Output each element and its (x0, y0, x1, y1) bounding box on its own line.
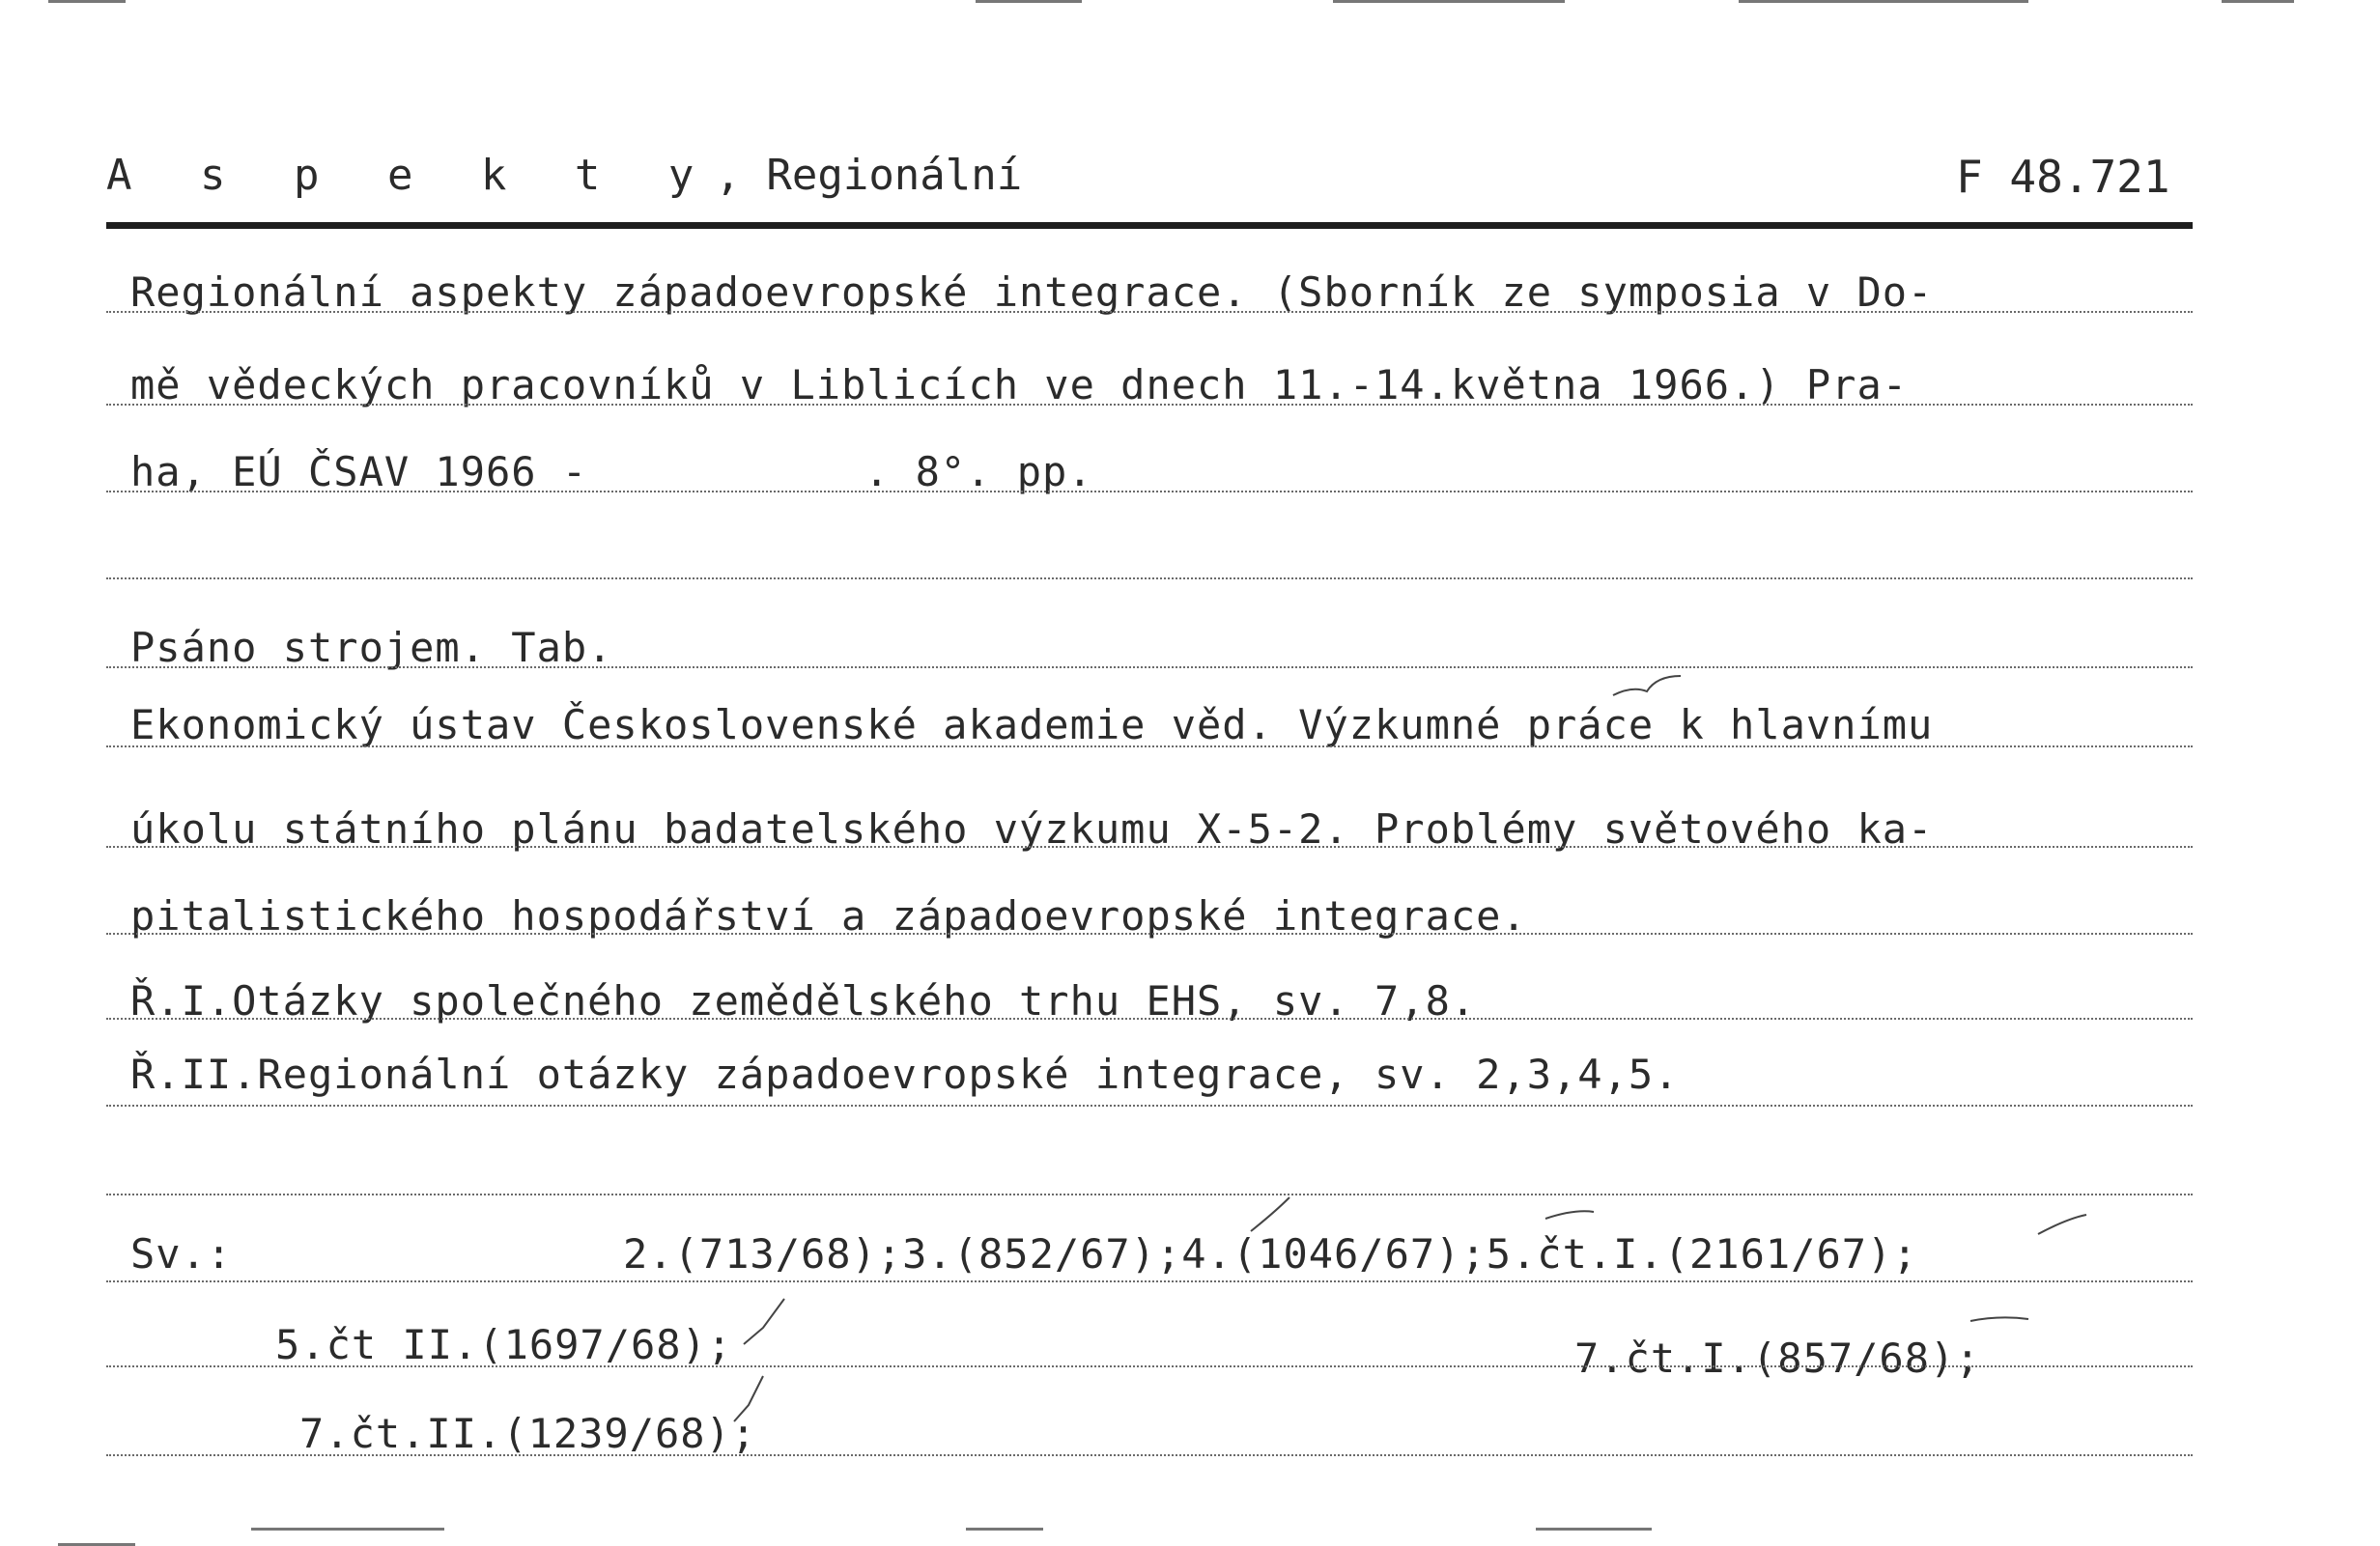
check-mark-icon (1251, 1197, 1289, 1231)
call-number: F 48.721 (1956, 151, 2170, 203)
citation-line: ha, EÚ ČSAV 1966 - (130, 448, 588, 495)
note-line: pitalistického hospodářství a západoevropské integrace. (130, 892, 1527, 940)
edge-speck (1739, 0, 2028, 3)
correction-mark-icon (1613, 676, 1681, 695)
volumes-line: 2.(713/68);3.(852/67);4.(1046/67);5.čt.I.(2161/67); (623, 1230, 1918, 1278)
volumes-line: 7.čt.I.(857/68); (1574, 1335, 1981, 1382)
volumes-line: 5.čt II.(1697/68); (275, 1321, 733, 1368)
volumes-line: 7.čt.II.(1239/68); (299, 1410, 757, 1457)
citation-format: . 8°. pp. (864, 448, 1093, 495)
edge-speck (966, 1528, 1043, 1531)
edge-speck (976, 0, 1082, 3)
check-mark-icon (1970, 1317, 2028, 1321)
volumes-label: Sv.: (130, 1230, 233, 1278)
note-line: Ekonomický ústav Československé akademie věd. Výzkumné práce k hlavnímu (130, 701, 1934, 748)
subject-heading-rest: , Regionální (715, 151, 1023, 200)
edge-speck (2222, 0, 2294, 3)
subject-heading-spaced: A s p e k t y (106, 151, 716, 200)
series-line: Ř.II.Regionální otázky západoevropské integrace, sv. 2,3,4,5. (130, 1051, 1680, 1098)
check-mark-icon (1545, 1211, 1594, 1219)
edge-speck (251, 1528, 444, 1531)
check-mark-icon (2038, 1215, 2086, 1234)
series-line: Ř.I.Otázky společného zemědělského trhu EHS, sv. 7,8. (130, 977, 1477, 1025)
note-line: úkolu státního plánu badatelského výzkumu X-5-2. Problémy světového ka- (130, 805, 1934, 853)
edge-speck (48, 0, 126, 3)
edge-speck (1333, 0, 1565, 3)
citation-line: mě vědeckých pracovníků v Liblicích ve dnech 11.-14.května 1966.) Pra- (130, 361, 1909, 408)
edge-speck (1536, 1528, 1652, 1531)
note-line: Psáno strojem. Tab. (130, 624, 613, 671)
check-mark-icon (734, 1376, 763, 1421)
check-mark-icon (744, 1299, 784, 1344)
citation-line: Regionální aspekty západoevropské integrace. (Sborník ze symposia v Do- (130, 268, 1934, 316)
